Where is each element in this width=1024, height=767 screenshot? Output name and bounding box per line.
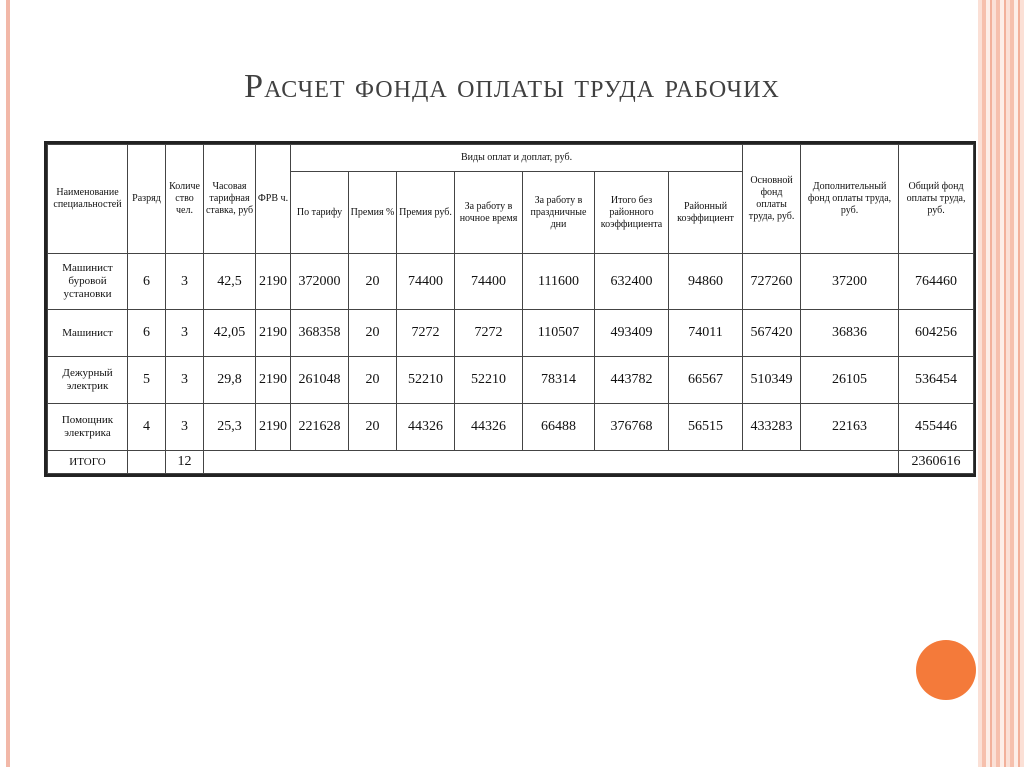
header-holiday: За работу в праздничные дни xyxy=(523,172,595,254)
header-grade: Разряд xyxy=(128,145,166,254)
cell-regional: 74011 xyxy=(669,310,743,357)
cell-frv: 2190 xyxy=(256,310,291,357)
cell-total: 536454 xyxy=(899,357,974,404)
cell-regional: 66567 xyxy=(669,357,743,404)
cell-additional: 26105 xyxy=(801,357,899,404)
cell-name: Дежурный электрик xyxy=(48,357,128,404)
decorative-circle xyxy=(916,640,976,700)
table-row xyxy=(48,254,974,310)
cell-count: 3 xyxy=(166,404,204,451)
cell-regional: 94860 xyxy=(669,254,743,310)
totals-row xyxy=(48,451,974,474)
cell-name: Помощник электрика xyxy=(48,404,128,451)
header-bonus-pct: Премия % xyxy=(349,172,397,254)
cell-night: 44326 xyxy=(455,404,523,451)
cell-night: 52210 xyxy=(455,357,523,404)
cell-count: 3 xyxy=(166,254,204,310)
cell-total: 604256 xyxy=(899,310,974,357)
table-row xyxy=(48,404,974,451)
header-group: Виды оплат и доплат, руб. xyxy=(291,145,743,172)
cell-bonus-pct: 20 xyxy=(349,404,397,451)
header-tariff: По тарифу xyxy=(291,172,349,254)
cell-rate: 42,05 xyxy=(204,310,256,357)
cell-tariff: 368358 xyxy=(291,310,349,357)
cell-basic: 727260 xyxy=(743,254,801,310)
cell-subtotal: 443782 xyxy=(595,357,669,404)
cell-frv: 2190 xyxy=(256,254,291,310)
cell-bonus-rub: 44326 xyxy=(397,404,455,451)
cell-subtotal: 493409 xyxy=(595,310,669,357)
cell-night: 7272 xyxy=(455,310,523,357)
cell-bonus-rub: 74400 xyxy=(397,254,455,310)
cell-rate: 25,3 xyxy=(204,404,256,451)
cell-basic: 510349 xyxy=(743,357,801,404)
cell-bonus-pct: 20 xyxy=(349,357,397,404)
cell-grade: 6 xyxy=(128,310,166,357)
header-bonus-rub: Премия руб. xyxy=(397,172,455,254)
cell-frv: 2190 xyxy=(256,357,291,404)
payroll-table xyxy=(44,141,976,477)
totals-count: 12 xyxy=(166,451,204,474)
cell-bonus-rub: 7272 xyxy=(397,310,455,357)
cell-name: Машинист буровой установки xyxy=(48,254,128,310)
cell-frv: 2190 xyxy=(256,404,291,451)
header-rate: Часовая тарифная ставка, руб xyxy=(204,145,256,254)
cell-subtotal: 376768 xyxy=(595,404,669,451)
cell-rate: 42,5 xyxy=(204,254,256,310)
cell-count: 3 xyxy=(166,357,204,404)
table-row xyxy=(48,357,974,404)
cell-bonus-pct: 20 xyxy=(349,310,397,357)
cell-name: Машинист xyxy=(48,310,128,357)
totals-spacer xyxy=(204,451,899,474)
page-title: Расчет фонда оплаты труда рабочих xyxy=(244,68,780,105)
cell-additional: 22163 xyxy=(801,404,899,451)
cell-basic: 433283 xyxy=(743,404,801,451)
header-basic: Основной фонд оплаты труда, руб. xyxy=(743,145,801,254)
cell-rate: 29,8 xyxy=(204,357,256,404)
totals-label: ИТОГО xyxy=(48,451,128,474)
cell-grade: 4 xyxy=(128,404,166,451)
cell-basic: 567420 xyxy=(743,310,801,357)
cell-total: 764460 xyxy=(899,254,974,310)
cell-bonus-pct: 20 xyxy=(349,254,397,310)
cell-regional: 56515 xyxy=(669,404,743,451)
cell-night: 74400 xyxy=(455,254,523,310)
cell-tariff: 221628 xyxy=(291,404,349,451)
header-total: Общий фонд оплаты труда, руб. xyxy=(899,145,974,254)
cell-bonus-rub: 52210 xyxy=(397,357,455,404)
cell-tariff: 261048 xyxy=(291,357,349,404)
totals-total: 2360616 xyxy=(899,451,974,474)
cell-grade: 5 xyxy=(128,357,166,404)
cell-tariff: 372000 xyxy=(291,254,349,310)
cell-holiday: 78314 xyxy=(523,357,595,404)
cell-holiday: 111600 xyxy=(523,254,595,310)
header-count: Количе ство чел. xyxy=(166,145,204,254)
header-name: Наименование специальностей xyxy=(48,145,128,254)
cell-additional: 36836 xyxy=(801,310,899,357)
right-border-decoration xyxy=(978,0,1024,767)
header-frv: ФРВ ч. xyxy=(256,145,291,254)
cell-holiday: 110507 xyxy=(523,310,595,357)
cell-additional: 37200 xyxy=(801,254,899,310)
header-subtotal: Итого без районного коэффициента xyxy=(595,172,669,254)
header-additional: Дополнительный фонд оплаты труда, руб. xyxy=(801,145,899,254)
header-night: За работу в ночное время xyxy=(455,172,523,254)
cell-subtotal: 632400 xyxy=(595,254,669,310)
cell-total: 455446 xyxy=(899,404,974,451)
cell-holiday: 66488 xyxy=(523,404,595,451)
header-regional: Районный коэффициент xyxy=(669,172,743,254)
table-row xyxy=(48,310,974,357)
totals-grade-empty xyxy=(128,451,166,474)
cell-count: 3 xyxy=(166,310,204,357)
cell-grade: 6 xyxy=(128,254,166,310)
